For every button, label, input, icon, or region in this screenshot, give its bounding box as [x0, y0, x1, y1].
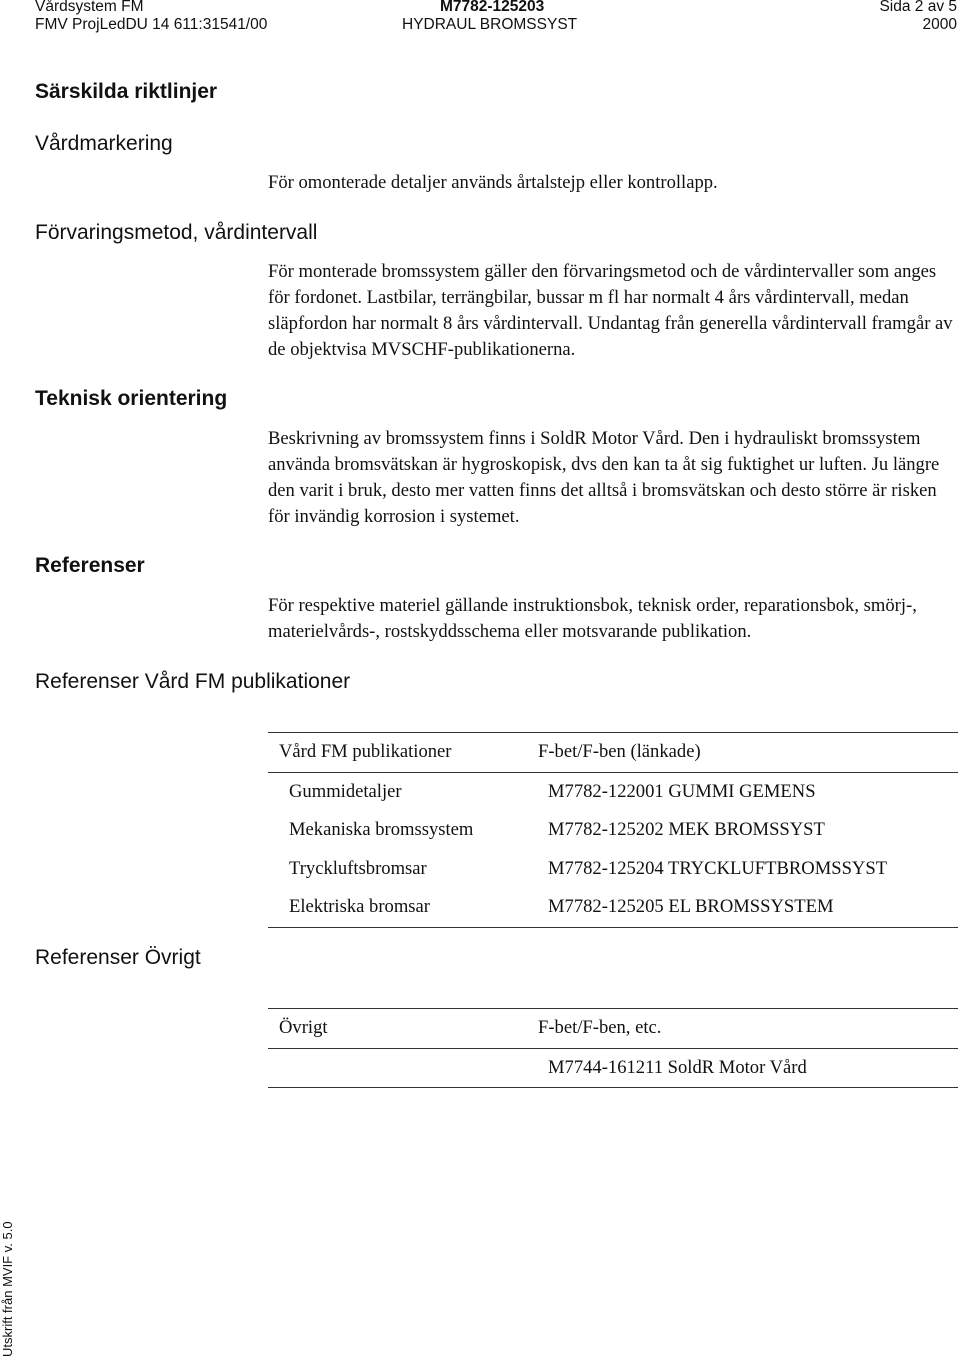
table-header-row [268, 1009, 958, 1049]
column-header-ovrigt: Övrigt [279, 1017, 328, 1039]
publication-link[interactable]: M7782-125204 TRYCKLUFTBROMSSYST [548, 857, 888, 879]
section-heading-referenser-vard-fm: Referenser Vård FM publikationer [35, 670, 351, 693]
column-header-fbet: F-bet/F-ben (länkade) [538, 741, 701, 763]
header-doc-title: HYDRAUL BROMSSYST [402, 16, 578, 33]
table-row [268, 811, 958, 850]
publication-name: Gummidetaljer [289, 780, 402, 802]
column-header-publications: Vård FM publikationer [279, 741, 452, 763]
section-heading-referenser-ovrigt: Referenser Övrigt [35, 946, 201, 969]
vardmarkering-text: För omonterade detaljer används årtalstejp eller kontrollapp. [268, 172, 718, 193]
vard-fm-publications-table [268, 732, 958, 928]
print-source-vertical-label: Utskrift från MVIF v. 5.0 [0, 1221, 15, 1357]
reference-link[interactable]: M7744-161211 SoldR Motor Vård [548, 1056, 807, 1078]
section-heading-forvaringsmetod: Förvaringsmetod, vårdintervall [35, 221, 318, 244]
publication-link[interactable]: M7782-122001 GUMMI GEMENS [548, 780, 816, 802]
table-row [268, 772, 958, 811]
section-heading-sarskilda-riktlinjer: Särskilda riktlinjer [35, 80, 218, 103]
teknisk-orientering-text: Beskrivning av bromssystem finns i SoldR Motor Vård. Den i hydrauliskt bromssystem använda bromsvätskan är hygroskopisk, dvs den kan ta åt sig fuktighet ur luften. Ju längre den varit i bruk, desto mer vatten finns det alltså i bromsvätskan och desto större är risken för invändig korrosion i systemet. [268, 428, 940, 527]
table-row [268, 850, 958, 889]
table-row [268, 1048, 958, 1088]
publication-name: Mekaniska bromssystem [289, 819, 474, 841]
ovrigt-references-table [268, 1008, 958, 1088]
publication-link[interactable]: M7782-125205 EL BROMSSYSTEM [548, 896, 834, 918]
header-doc-number: M7782-125203 [440, 0, 545, 15]
referenser-text: För respektive materiel gällande instruktionsbok, teknisk order, reparationsbok, smörj-, materielvårds-, rostskyddsschema eller motsvarande publikation. [268, 595, 917, 642]
header-page-number: Sida 2 av 5 [879, 0, 957, 15]
reference-name [268, 1048, 538, 1088]
section-heading-vardmarkering: Vårdmarkering [35, 132, 173, 155]
forvaringsmetod-text: För monterade bromssystem gäller den förvaringsmetod och de vårdintervaller som anges för fordonet. Lastbilar, terrängbilar, bussar m fl har normalt 4 års vårdintervall, medan släpfordon har normalt 8 års vårdintervall. Undantag från generella vårdintervall framgår av de objektvisa MVSCHF-publikationerna. [268, 261, 953, 360]
column-header-fbet: F-bet/F-ben, etc. [538, 1017, 662, 1039]
table-row [268, 888, 958, 927]
section-heading-referenser: Referenser [35, 554, 145, 577]
table-header-row [268, 733, 958, 773]
section-heading-teknisk-orientering: Teknisk orientering [35, 387, 228, 410]
header-project-ref: FMV ProjLedDU 14 611:31541/00 [35, 16, 268, 33]
publication-name: Tryckluftsbromsar [289, 857, 427, 879]
publication-name: Elektriska bromsar [289, 896, 430, 918]
header-year: 2000 [922, 16, 957, 33]
publication-link[interactable]: M7782-125202 MEK BROMSSYST [548, 819, 825, 841]
header-doc-system: Vårdsystem FM [35, 0, 144, 15]
